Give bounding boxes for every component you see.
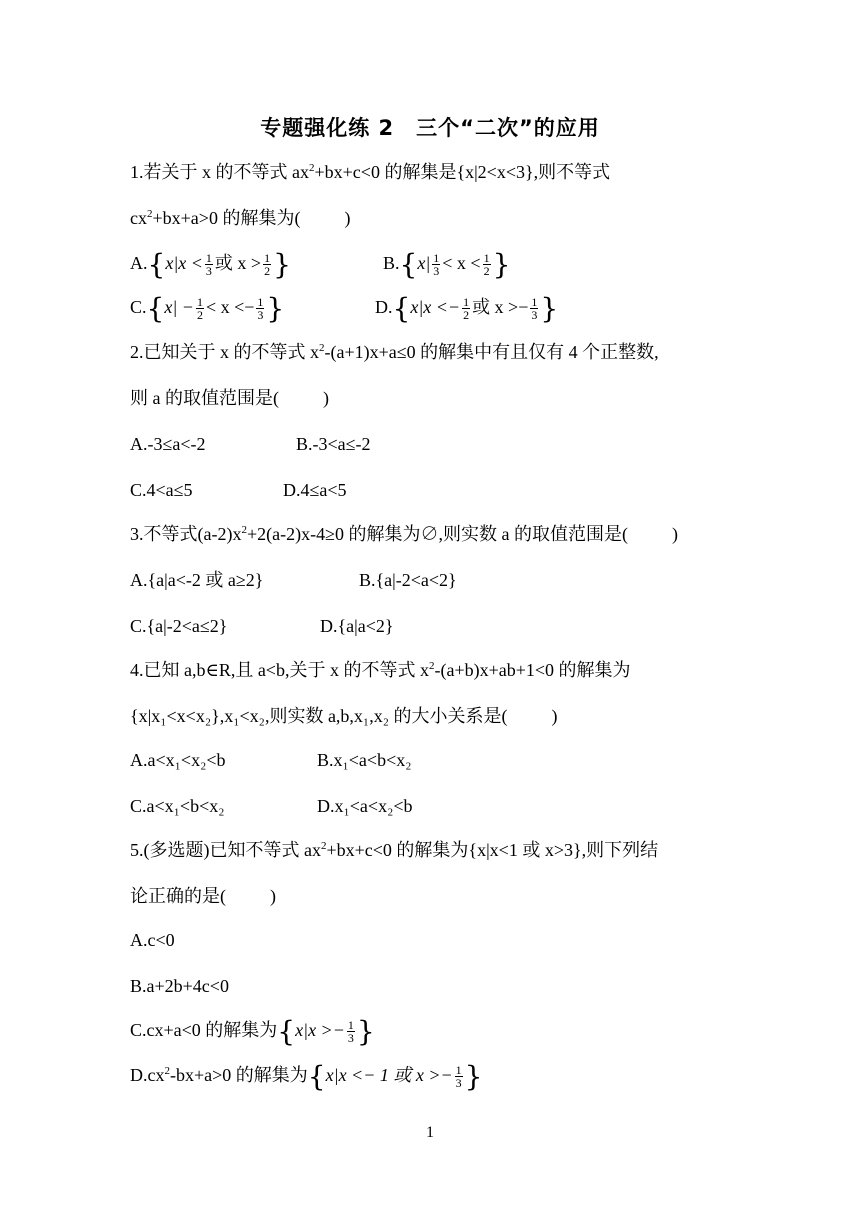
fraction (196, 296, 204, 321)
left-brace: { (277, 1014, 296, 1048)
fraction (205, 252, 213, 277)
q2-option-a[interactable]: A.-3≤a<-2 (130, 434, 206, 454)
q2-text-b: -(a+1)x+a≤0 的解集中有且仅有 4 个正整数, (324, 342, 659, 362)
q4-option-b[interactable]: B.x₁<a<b<x₂ (317, 750, 412, 770)
left-brace: { (392, 291, 411, 325)
q4-text-b: -(a+b)x+ab+1<0 的解集为 (434, 660, 631, 680)
q3-option-a[interactable]: A.{a|a<-2 或 a≥2} (130, 570, 264, 590)
q2-option-c[interactable]: C.4<a≤5 (130, 480, 193, 500)
denominator: 3 (433, 264, 440, 279)
q1-option-a[interactable] (130, 247, 291, 281)
denominator: 3 (257, 308, 264, 323)
q5-d-sup: 2 (164, 1065, 170, 1077)
denominator: 3 (347, 1031, 354, 1046)
right-brace: } (492, 247, 511, 281)
q5-opt-d-pre1: D.cx (130, 1065, 165, 1085)
q3-option-b[interactable]: B.{a|-2<a<2} (359, 570, 457, 590)
q3-option-d[interactable]: D.{a|a<2} (320, 616, 394, 636)
denominator: 2 (264, 264, 271, 279)
q1-text-a: 1.若关于 x 的不等式 ax (130, 162, 309, 182)
q5-stem-line2 (130, 884, 276, 908)
q2-stem-line1 (130, 340, 659, 364)
q4-text-c: {x|x₁<x<x₂},x₁<x₂,则实数 a,b,x₁,x₂ 的大小关系是( (130, 706, 508, 726)
q1-opt-c-mid: < x <− (205, 297, 255, 317)
q4-sup: 2 (428, 660, 435, 672)
q5-opt-c-inner: x|x >− (295, 1020, 345, 1040)
q2-option-d[interactable]: D.4≤a<5 (283, 480, 347, 500)
left-brace: { (307, 1059, 326, 1093)
fraction (263, 252, 271, 277)
q5-option-b[interactable]: B.a+2b+4c<0 (130, 976, 229, 996)
q3-sup: 2 (241, 524, 247, 536)
numerator: 1 (196, 295, 203, 310)
q2-option-b[interactable]: B.-3<a≤-2 (296, 434, 371, 454)
q1-stem-line2 (130, 206, 350, 230)
numerator: 1 (531, 295, 538, 310)
q1-opt-c-label: C. (130, 297, 147, 317)
fraction (455, 1064, 463, 1089)
fraction (432, 252, 440, 277)
numerator: 1 (347, 1018, 354, 1033)
q4-stem-line2 (130, 704, 557, 728)
numerator: 1 (257, 295, 264, 310)
denominator: 3 (455, 1076, 462, 1091)
right-brace: } (273, 247, 291, 281)
q1-option-b[interactable] (383, 247, 511, 281)
q4-text-a: 4.已知 a,b∈R,且 a<b,关于 x 的不等式 x (130, 660, 429, 680)
q1-opt-b-label: B. (383, 253, 400, 273)
q1-opt-a-mid: 或 x > (214, 253, 262, 273)
denominator: 2 (463, 308, 470, 323)
q3-option-c[interactable]: C.{a|-2<a≤2} (130, 616, 228, 636)
q4-option-d[interactable]: D.x₁<a<x₂<b (317, 796, 413, 816)
q4-option-a[interactable]: A.a<x₁<x₂<b (130, 750, 226, 770)
q1-sup1: 2 (309, 162, 315, 174)
q5-option-c[interactable] (130, 1014, 375, 1048)
fraction (347, 1019, 355, 1044)
q2-sup: 2 (319, 342, 325, 354)
fraction (530, 296, 538, 321)
page-title: 专题强化练 2 三个“二次”的应用 (260, 116, 600, 140)
denominator: 3 (531, 308, 538, 323)
q2-close-paren: ) (322, 388, 329, 408)
q1-opt-c-pre: x| − (164, 297, 194, 317)
q1-opt-a-label: A. (130, 253, 148, 273)
denominator: 3 (205, 264, 212, 279)
q1-text-d: +bx+a>0 的解集为( (152, 208, 301, 228)
left-brace: { (146, 291, 165, 325)
q5-text-b: +bx+c<0 的解集为{x|x<1 或 x>3},则下列结 (326, 840, 659, 860)
numerator: 1 (463, 295, 470, 310)
q1-option-c[interactable] (130, 291, 285, 325)
right-brace: } (540, 291, 559, 325)
q1-opt-b-pre: x| (417, 253, 431, 273)
q2-stem-line2 (130, 386, 329, 410)
q3-text-b: +2(a-2)x-4≥0 的解集为∅,则实数 a 的取值范围是( (246, 524, 628, 544)
fraction (256, 296, 264, 321)
q2-text-c: 则 a 的取值范围是( (130, 388, 279, 408)
fraction (483, 252, 491, 277)
denominator: 2 (483, 264, 490, 279)
q1-opt-d-mid: 或 x >− (472, 297, 529, 317)
right-brace: } (464, 1059, 483, 1093)
q2-text-a: 2.已知关于 x 的不等式 x (130, 342, 319, 362)
numerator: 1 (264, 251, 271, 266)
page-number: 1 (426, 1124, 434, 1141)
q5-opt-d-pre2: -bx+a>0 的解集为 (170, 1065, 308, 1085)
q5-text-c: 论正确的是( (130, 886, 226, 906)
q1-opt-d-pre: x|x <− (410, 297, 461, 317)
q3-close-paren: ) (671, 524, 678, 544)
q4-option-c[interactable]: C.a<x₁<b<x₂ (130, 796, 225, 816)
q1-option-d[interactable] (375, 291, 559, 325)
q5-sup: 2 (320, 840, 327, 852)
q4-stem-line1 (130, 658, 631, 682)
left-brace: { (399, 247, 418, 281)
q1-text-c: cx (130, 208, 147, 228)
q1-sup2: 2 (147, 208, 153, 220)
q1-close-paren: ) (344, 208, 351, 228)
q5-close-paren: ) (270, 886, 276, 906)
numerator: 1 (205, 251, 212, 266)
fraction (462, 296, 470, 321)
numerator: 1 (483, 251, 490, 266)
denominator: 2 (196, 308, 203, 323)
right-brace: } (356, 1014, 375, 1048)
numerator: 1 (433, 251, 440, 266)
q4-close-paren: ) (551, 706, 558, 726)
left-brace: { (147, 247, 166, 281)
q1-opt-b-mid: < x < (442, 253, 481, 273)
q1-stem-line1 (130, 160, 610, 184)
q5-option-a[interactable]: A.c<0 (130, 930, 175, 950)
q3-text-a: 3.不等式(a-2)x (130, 524, 242, 544)
q5-text-a: 5.(多选题)已知不等式 ax (130, 840, 321, 860)
q5-stem-line1 (130, 838, 658, 862)
q5-option-d[interactable] (130, 1059, 483, 1093)
right-brace: } (266, 291, 285, 325)
q1-text-b: +bx+c<0 的解集是{x|2<x<3},则不等式 (314, 162, 611, 182)
q5-opt-d-inner: x|x <− 1 或 x >− (325, 1065, 453, 1085)
q5-opt-c-pre: C.cx+a<0 的解集为 (130, 1020, 278, 1040)
q3-stem-line1 (130, 522, 678, 546)
numerator: 1 (455, 1063, 462, 1078)
q1-opt-d-label: D. (375, 297, 393, 317)
q1-opt-a-pre: x|x < (165, 253, 203, 273)
